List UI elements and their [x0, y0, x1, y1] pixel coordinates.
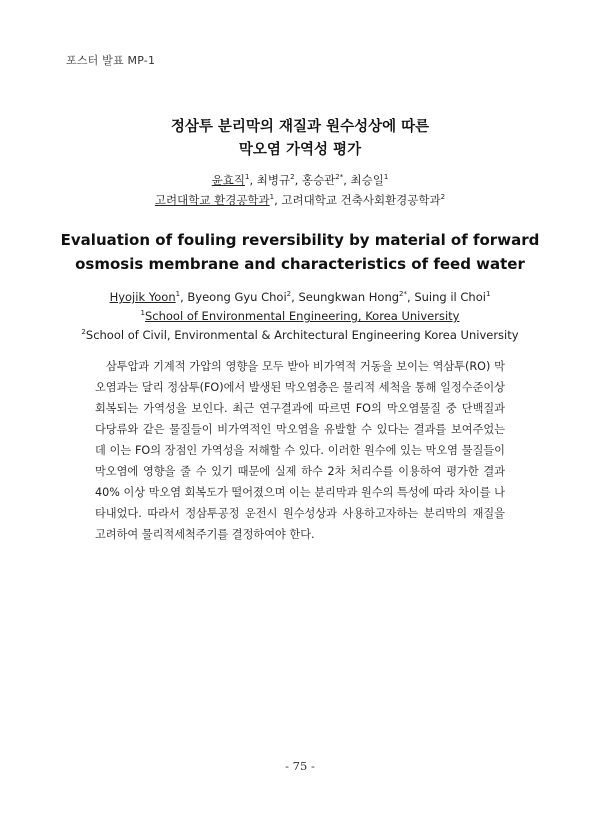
korean-author-name: 홍승관: [301, 173, 336, 187]
korean-author-name: 최승일: [350, 173, 384, 187]
korean-author-name: 최병규: [256, 173, 291, 187]
english-author-sup: 1: [175, 290, 181, 299]
english-author-name: Hyojik Yoon: [109, 290, 176, 304]
english-title: [0, 228, 600, 276]
english-author-name: Suing il Choi: [414, 290, 486, 304]
english-authors: [0, 288, 600, 307]
english-affiliation-sup: 1: [140, 309, 145, 318]
korean-affiliation-name: 고려대학교 환경공학과: [154, 193, 270, 207]
session-label: 포스터 발표 MP-1: [66, 54, 156, 67]
abstract-paragraph: 삼투압과 기계적 가압의 영향을 모두 받아 비가역적 거동을 보이는 역삼투(RO) 막오염과는 달리 정삼투(FO)에서 발생된 막오염층은 물리적 세척을 통해 일정수준이상 회복되는 가역성을 보인다. 최근 연구결과에 따르면 FO의 막오염물질 중 단백질과 다당류와 같은 물질들이 비가역적인 막오염을 유발할 수 있다는 결과를 보여주었는데 이는 FO의 장점인 가역성을 저해할 수 있다. 이러한 원수에 있는 막오염 물질들이 막오염에 영향을 줄 수 있기 때문에 실제 하수 2차 처리수를 이용하여 평가한 결과 40% 이상 막오염 회복도가 떨어졌으며 이는 분리막과 원수의 특성에 따라 차이를 나타내었다. 따라서 정삼투공정 운전시 원수성상과 사용하고자하는 분리막의 재질을 고려하여 물리적세척주기를 결정하여야 한다.: [95, 360, 505, 541]
separator: ,: [343, 173, 351, 187]
korean-author-sup: 2: [290, 173, 295, 182]
korean-title-line2: 막오염 가역성 평가: [238, 142, 362, 158]
english-title-line2: osmosis membrane and characteristics of feed water: [75, 255, 525, 273]
korean-authors: [0, 170, 600, 190]
korean-author-sup: 1: [383, 173, 389, 182]
korean-author-name: 윤효직: [211, 173, 246, 187]
korean-affiliation-sup: 1: [269, 193, 275, 202]
english-author-block: [0, 288, 600, 345]
english-author-sup: 2: [286, 290, 292, 299]
english-author-name: Byeong Gyu Choi: [187, 290, 287, 304]
korean-title: [0, 116, 600, 162]
korean-author-sup: 1: [245, 173, 250, 182]
separator: ,: [407, 290, 415, 304]
separator: ,: [249, 173, 257, 187]
korean-author-block: [0, 170, 600, 210]
korean-author-sup: 2*: [335, 173, 344, 182]
separator: ,: [291, 290, 299, 304]
english-affiliation-text: School of Civil, Environmental & Architectural Engineering Korea University: [85, 328, 519, 342]
english-affiliation-2: [0, 326, 600, 345]
korean-affiliation-name: 고려대학교 건축사회환경공학과: [281, 193, 441, 207]
korean-title-line1: 정삼투 분리막의 재질과 원수성상에 따른: [170, 119, 430, 135]
english-author-sup: 1: [485, 290, 491, 299]
english-affiliation-1: [0, 307, 600, 326]
english-author-sup: 2*: [399, 290, 408, 299]
korean-affiliations: [0, 190, 600, 210]
korean-affiliation-sup: 2: [440, 193, 446, 202]
separator: ,: [180, 290, 188, 304]
english-affiliation-sup: 2: [81, 328, 86, 337]
english-title-line1: Evaluation of fouling reversibility by material of forward: [60, 231, 540, 249]
separator: ,: [274, 193, 282, 207]
english-author-name: Seungkwan Hong: [298, 290, 400, 304]
english-affiliation-text: School of Environmental Engineering, Korea University: [144, 309, 460, 323]
page-number: - 75 -: [285, 759, 315, 773]
separator: ,: [294, 173, 302, 187]
